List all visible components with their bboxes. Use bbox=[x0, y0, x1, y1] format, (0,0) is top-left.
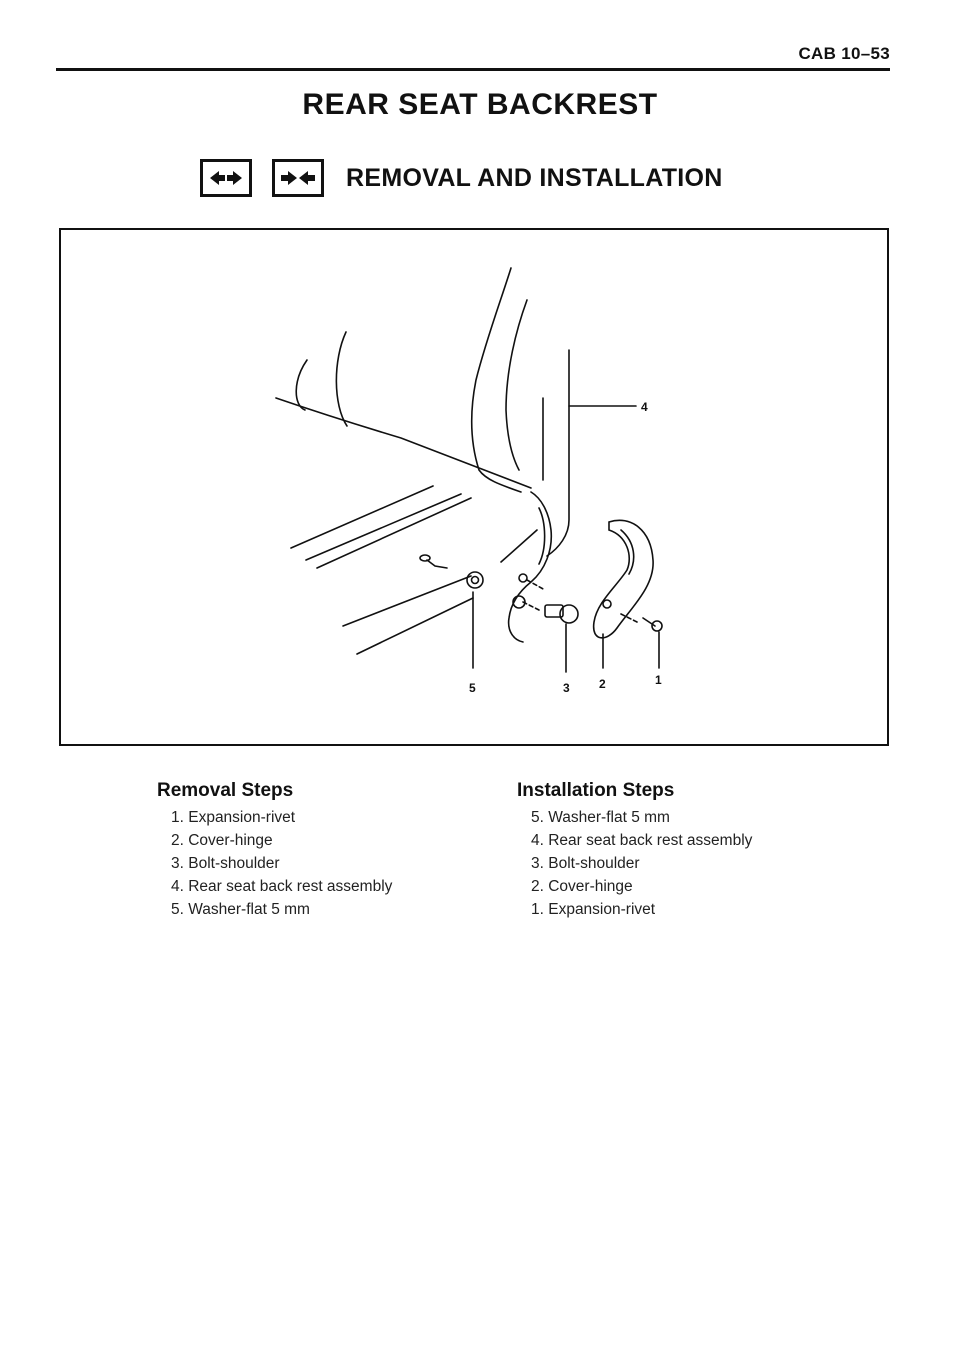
list-item: 5. Washer-flat 5 mm bbox=[531, 809, 670, 826]
installation-steps bbox=[517, 780, 752, 921]
list-item: 2. Cover-hinge bbox=[171, 832, 273, 849]
floor-line-5 bbox=[357, 598, 473, 654]
list-item: 3. Bolt-shoulder bbox=[171, 855, 280, 872]
subheading-text: REMOVAL AND INSTALLATION bbox=[346, 163, 723, 192]
seat-side-inner bbox=[506, 300, 527, 470]
cover-hinge-part bbox=[594, 520, 653, 638]
floor-line-1 bbox=[291, 486, 433, 548]
list-item: 2. Cover-hinge bbox=[531, 878, 633, 895]
callout-4: 4 bbox=[641, 400, 648, 414]
exploded-view-figure bbox=[59, 228, 889, 746]
list-item: 4. Rear seat back rest assembly bbox=[531, 832, 753, 849]
floor-line-4 bbox=[343, 576, 471, 626]
list-item: 1. Expansion-rivet bbox=[531, 901, 656, 918]
floor-line-3 bbox=[317, 498, 471, 568]
hinge-bracket-outline bbox=[509, 492, 552, 642]
removal-arrows-icon bbox=[200, 159, 252, 197]
list-item: 3. Bolt-shoulder bbox=[531, 855, 640, 872]
installation-steps-list bbox=[517, 806, 752, 921]
seat-base-edge bbox=[276, 398, 531, 488]
seat-contour-left bbox=[296, 360, 307, 410]
list-item: 4. Rear seat back rest assembly bbox=[171, 878, 393, 895]
callout-2: 2 bbox=[599, 677, 606, 691]
callout-5: 5 bbox=[469, 681, 476, 695]
callout-3: 3 bbox=[563, 681, 570, 695]
installation-arrows-icon bbox=[272, 159, 324, 197]
list-item: 5. Washer-flat 5 mm bbox=[171, 901, 310, 918]
installation-steps-heading: Installation Steps bbox=[517, 780, 675, 801]
seat-backrest-illustration bbox=[61, 230, 887, 744]
section-subheading bbox=[200, 158, 723, 198]
removal-steps-list bbox=[157, 806, 392, 921]
removal-steps bbox=[157, 780, 392, 921]
callout-1: 1 bbox=[655, 673, 662, 687]
washer-part bbox=[467, 572, 483, 588]
bracket-edge bbox=[501, 530, 537, 562]
seat-contour-mid bbox=[336, 332, 347, 426]
removal-steps-heading: Removal Steps bbox=[157, 780, 294, 801]
page-header bbox=[56, 40, 890, 71]
page-title: REAR SEAT BACKREST bbox=[302, 88, 658, 121]
page-number: CAB 10–53 bbox=[798, 44, 890, 63]
list-item: 1. Expansion-rivet bbox=[171, 809, 296, 826]
floor-line-2 bbox=[306, 494, 461, 560]
